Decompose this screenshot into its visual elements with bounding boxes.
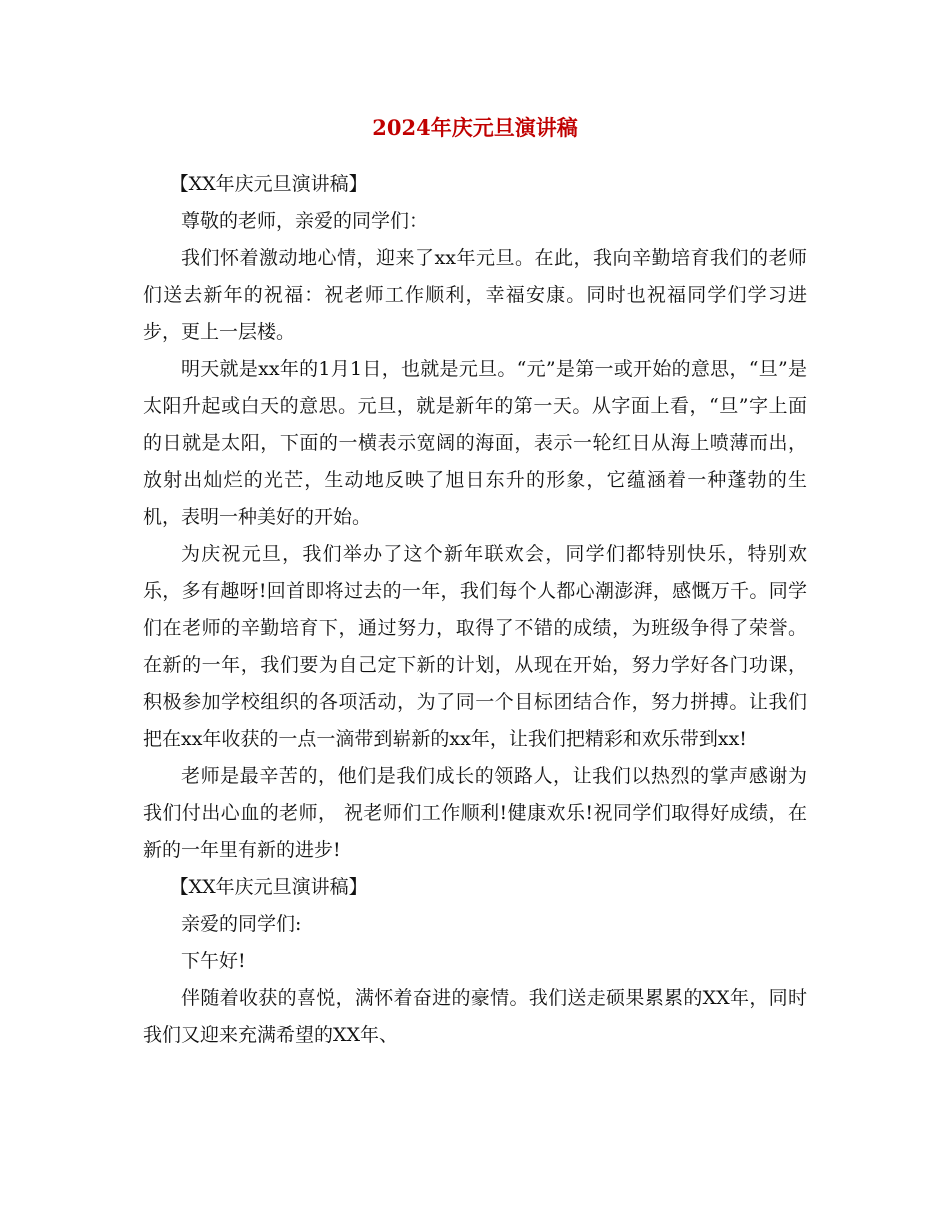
paragraph: 明天就是xx年的1月1日，也就是元旦。“元”是第一或开始的意思，“旦”是太阳升起或白天的意思。元旦，就是新年的第一天。从字面上看，“旦”字上面的日就是太阳，下面的一横表示宽阔的海面，表示一轮红日从海上喷薄而出，放射出灿烂的光芒，生动地反映了旭日东升的形象，它蕴涵着一种蓬勃的生机，表明一种美好的开始。 [143,358,807,528]
paragraph: 老师是最辛苦的，他们是我们成长的领路人，让我们以热烈的掌声感谢为我们付出心血的老师， 祝老师们工作顺利!健康欢乐!祝同学们取得好成绩，在新的一年里有新的进步! [143,765,807,861]
document-body [143,166,807,1054]
salutation: 亲爱的同学们: [181,913,302,935]
salutation: 尊敬的老师，亲爱的同学们： [181,210,429,232]
paragraph: 伴随着收获的喜悦，满怀着奋进的豪情。我们送走硕果累累的XX年，同时我们又迎来充满希望的XX年、 [143,987,807,1046]
section-heading: 【XX年庆元旦演讲稿】 [169,876,368,898]
section-heading: 【XX年庆元旦演讲稿】 [169,173,368,195]
paragraph: 我们怀着激动地心情，迎来了xx年元旦。在此，我向辛勤培育我们的老师们送去新年的祝福：祝老师工作顺利，幸福安康。同时也祝福同学们学习进步，更上一层楼。 [143,247,807,343]
document-title: 2024年庆元旦演讲稿 [372,115,578,140]
paragraph: 为庆祝元旦，我们举办了这个新年联欢会，同学们都特别快乐，特别欢乐，多有趣呀!回首即将过去的一年，我们每个人都心潮澎湃，感慨万千。同学们在老师的辛勤培育下，通过努力，取得了不错的成绩，为班级争得了荣誉。在新的一年，我们要为自己定下新的计划，从现在开始，努力学好各门功课，积极参加学校组织的各项活动，为了同一个目标团结合作，努力拼搏。让我们把在xx年收获的一点一滴带到崭新的xx年，让我们把精彩和欢乐带到xx! [143,543,807,750]
greeting: 下午好! [181,950,246,972]
